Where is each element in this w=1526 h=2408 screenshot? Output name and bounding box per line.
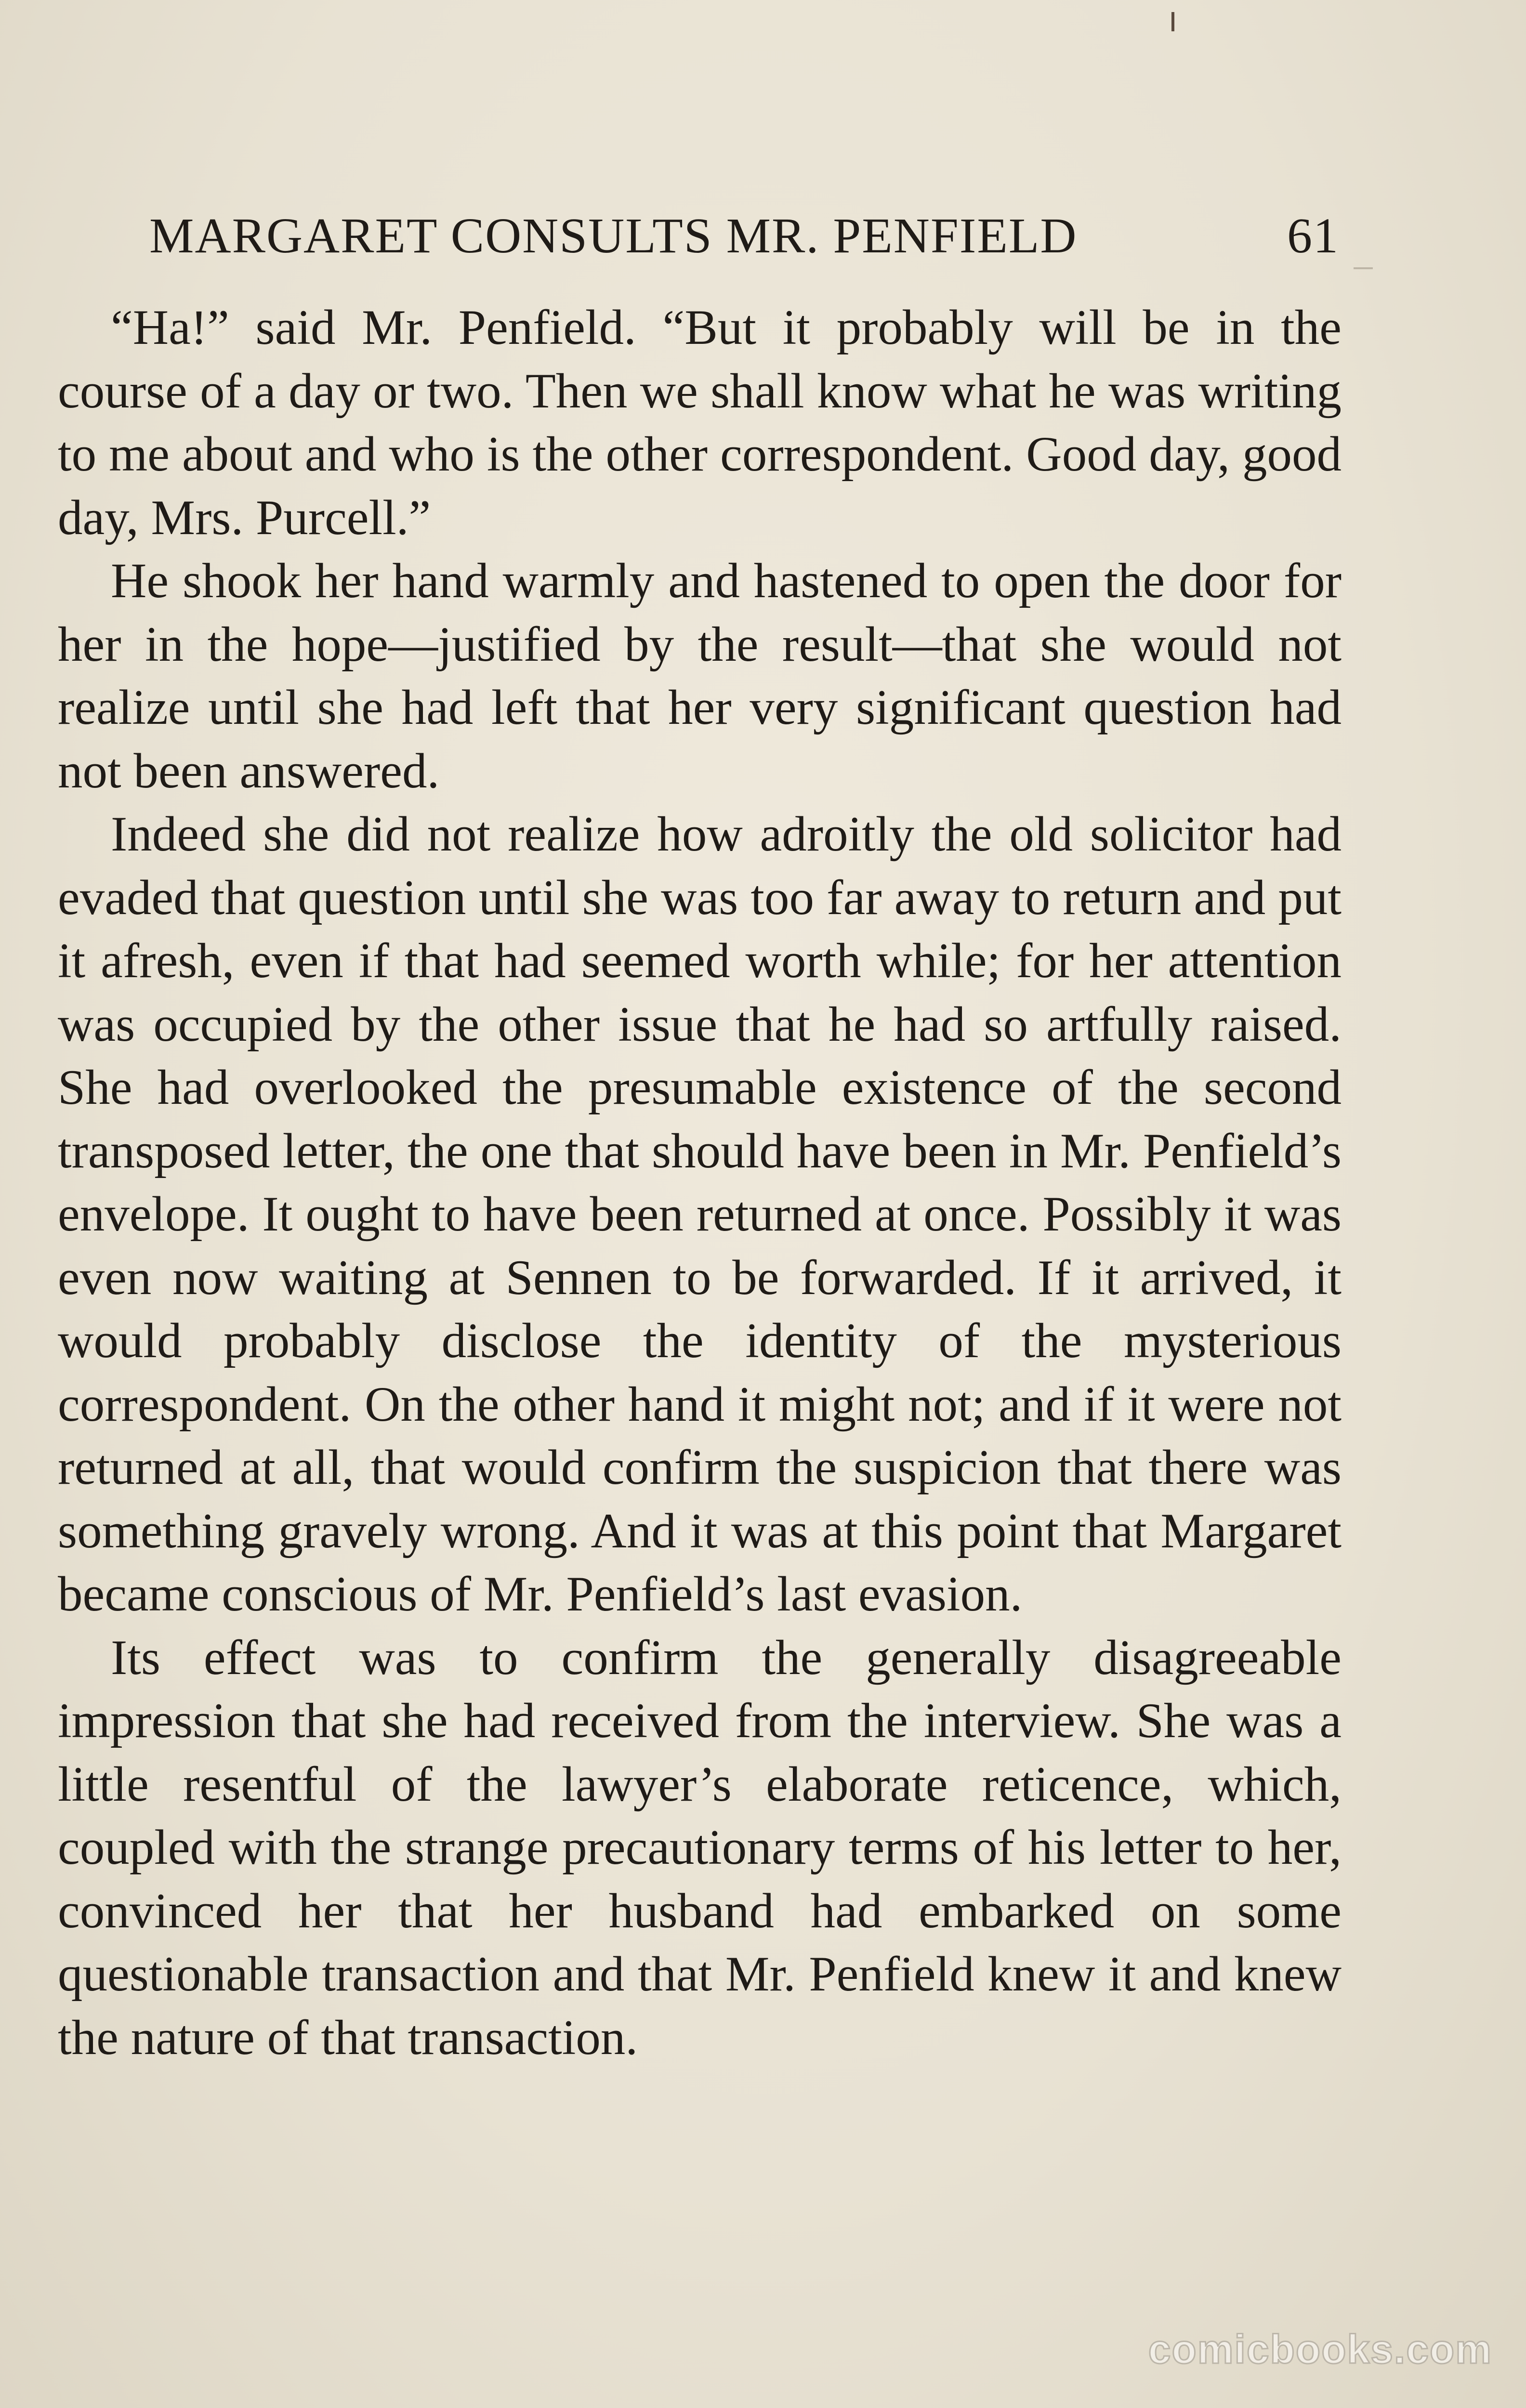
paragraph: “Ha!” said Mr. Penfield. “But it probably will be in the course of a day or two. Then we shall know what he was writing to me about and who is the other correspondent. Good day, good day, Mrs. Purcell.”	[58, 300, 1342, 545]
chapter-title: MARGARET CONSULTS MR. PENFIELD	[149, 208, 1078, 263]
running-head	[149, 205, 1339, 267]
paragraph: Its effect was to confirm the generally disagreeable impression that she had received from the interview. She was a little resentful of the lawyer’s elaborate reticence, which, coupled with the strange precautionary terms of his letter to her, convinced her that her husband had embarked on some questionable transaction and that Mr. Penfield knew it and knew the nature of that transaction.	[58, 1630, 1342, 2065]
ink-mark	[1171, 12, 1174, 31]
paragraph: Indeed she did not realize how adroitly the old solicitor had evaded that question until she was too far away to return and put it afresh, even if that had seemed worth while; for her attention was occupied by the other issue that he had so artfully raised. She had overlooked the presumable existence of the second transposed letter, the one that should have been in Mr. Penfield’s envelope. It ought to have been returned at once. Possibly it was even now waiting at Sennen to be forwarded. If it arrived, it would probably disclose the identity of the mysterious correspondent. On the other hand it might not; and if it were not returned at all, that would confirm the suspicion that there was something gravely wrong. And it was at this point that Margaret became conscious of Mr. Penfield’s last evasion.	[58, 807, 1342, 1622]
edge-mark	[1354, 267, 1373, 269]
paragraph: He shook her hand warmly and hastened to open the door for her in the hope—justified by the result—that she would not realize until she had left that her very significant question had not been answered.	[58, 553, 1342, 798]
page-number: 61	[1287, 208, 1339, 263]
body-text	[58, 296, 1342, 2069]
watermark: comicbooks.com	[1148, 2327, 1492, 2372]
